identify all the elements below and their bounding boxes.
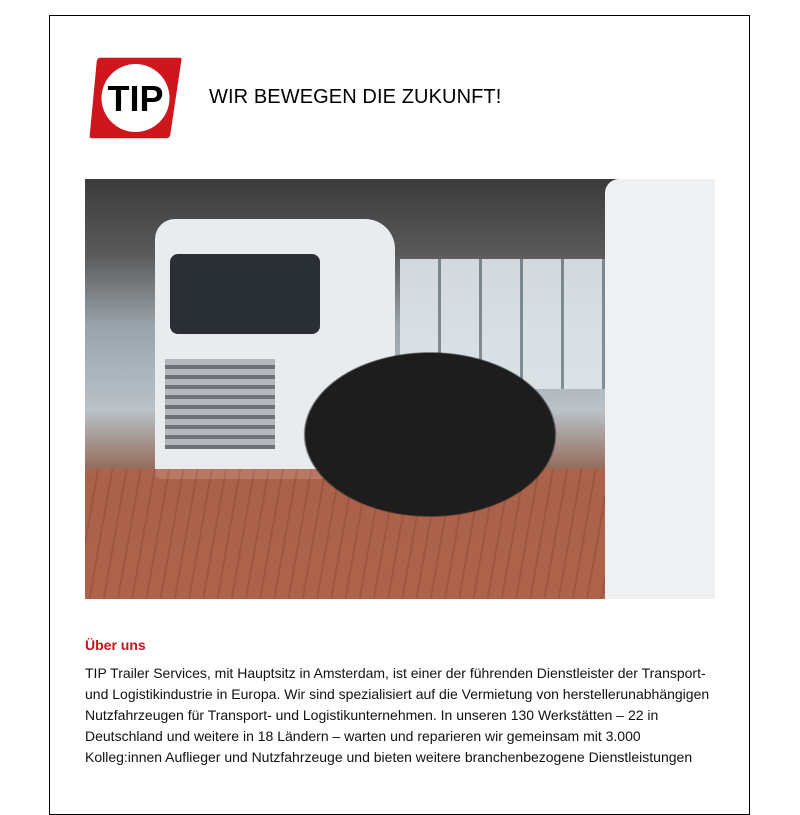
paragraph-line: TIP Trailer Services, mit Hauptsitz in Amsterdam, ist einer der führenden Dienstleister der Transport- — [85, 665, 706, 681]
paragraph-line: Nutzfahrzeugen für Transport- und Logistikunternehmen. In unseren 130 Werkstätten – 22 in — [85, 707, 659, 723]
team-photo — [85, 179, 715, 599]
about-paragraph — [85, 663, 725, 768]
page-headline: WIR BEWEGEN DIE ZUKUNFT! — [209, 86, 502, 108]
paragraph-line: und Logistikindustrie in Europa. Wir sind spezialisiert auf die Vermietung von herstellerunabhängigen — [85, 686, 710, 702]
paragraph-line: Kolleg:innen Auflieger und Nutzfahrzeuge und bieten weitere branchenbezogene Dienstleistungen — [85, 749, 693, 765]
section-title-about: Über uns — [85, 637, 146, 653]
paragraph-line: Deutschland und weitere in 18 Ländern – warten und reparieren wir gemeinsam mit 3.000 — [85, 728, 641, 744]
svg-text:TIP: TIP — [107, 78, 164, 119]
tip-logo — [88, 55, 183, 140]
